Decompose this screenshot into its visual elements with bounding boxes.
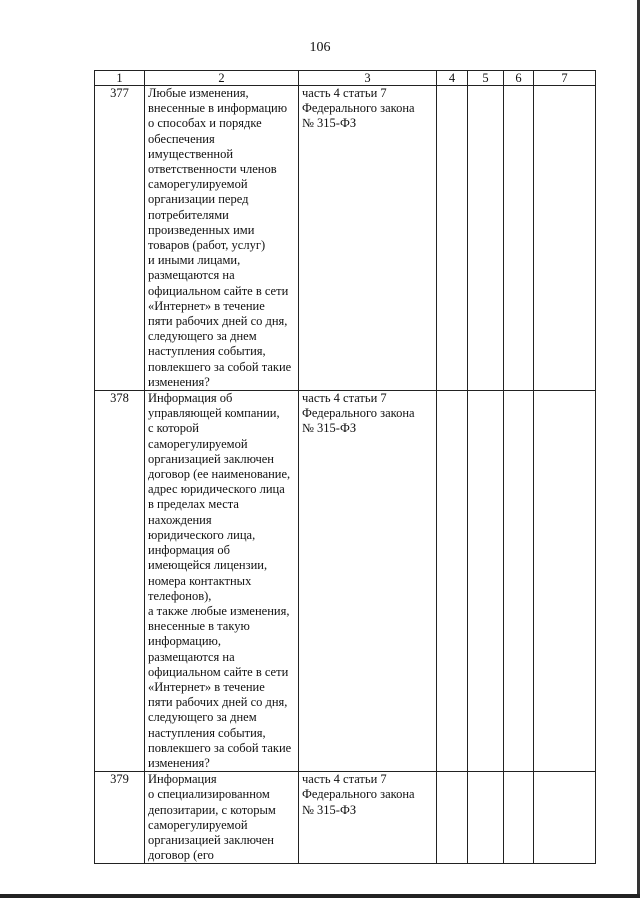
answer-yes-cell bbox=[437, 86, 468, 391]
answer-yes-cell bbox=[437, 391, 468, 772]
question-line: саморегулируемой bbox=[148, 177, 248, 192]
row-number: 378 bbox=[95, 391, 145, 772]
question-line: произведенных ими bbox=[148, 222, 255, 237]
legal-reference-line: № 315-ФЗ bbox=[302, 421, 357, 436]
question-line: телефонов), bbox=[148, 588, 212, 603]
question-line: ответственности членов bbox=[148, 162, 277, 177]
question-line: пяти рабочих дней со дня, bbox=[148, 314, 288, 329]
legal-reference-line: Федерального закона bbox=[302, 787, 415, 802]
question-line: следующего за днем bbox=[148, 710, 257, 725]
question-line: с которой bbox=[148, 421, 199, 436]
not-applicable-cell bbox=[504, 86, 534, 391]
question-line: повлекшего за собой такие bbox=[148, 740, 292, 755]
question-line: информацию, bbox=[148, 634, 222, 649]
question-line: наступления события, bbox=[148, 344, 266, 359]
question-cell bbox=[145, 772, 299, 864]
header-col-6: 6 bbox=[504, 71, 534, 86]
header-col-2: 2 bbox=[145, 71, 299, 86]
question-line: обеспечения bbox=[148, 131, 215, 146]
legal-reference-cell bbox=[299, 391, 437, 772]
question-line: договор (ее наименование, bbox=[148, 467, 291, 482]
question-line: о специализированном bbox=[148, 787, 270, 802]
question-line: размещаются на bbox=[148, 649, 235, 664]
question-line: саморегулируемой bbox=[148, 436, 248, 451]
legal-reference-line: № 315-ФЗ bbox=[302, 116, 357, 131]
comment-cell bbox=[534, 772, 596, 864]
page-number: 106 bbox=[309, 40, 331, 55]
header-row bbox=[95, 71, 596, 86]
answer-no-cell bbox=[468, 772, 504, 864]
question-line: о способах и порядке bbox=[148, 116, 262, 131]
row-number: 379 bbox=[95, 772, 145, 864]
question-line: саморегулируемой bbox=[148, 817, 248, 832]
question-line: имущественной bbox=[148, 146, 234, 161]
question-line: управляющей компании, bbox=[148, 406, 280, 421]
question-line: следующего за днем bbox=[148, 329, 257, 344]
question-line: внесенные в информацию bbox=[148, 101, 288, 116]
header-col-1: 1 bbox=[95, 71, 145, 86]
answer-yes-cell bbox=[437, 772, 468, 864]
question-line: юридического лица, bbox=[148, 527, 256, 542]
header-col-7: 7 bbox=[534, 71, 596, 86]
question-line: договор (его bbox=[148, 848, 214, 863]
question-line: внесенные в такую bbox=[148, 619, 250, 634]
question-line: Информация bbox=[148, 772, 217, 787]
question-cell bbox=[145, 391, 299, 772]
question-line: организацией заключен bbox=[148, 832, 274, 847]
question-line: изменения? bbox=[148, 755, 210, 770]
question-line: наступления события, bbox=[148, 725, 266, 740]
question-line: адрес юридического лица bbox=[148, 482, 285, 497]
table-row bbox=[95, 86, 596, 391]
question-line: Информация об bbox=[148, 391, 233, 406]
table-row bbox=[95, 391, 596, 772]
question-line: имеющейся лицензии, bbox=[148, 558, 268, 573]
question-line: товаров (работ, услуг) bbox=[148, 238, 266, 253]
question-line: «Интернет» в течение bbox=[148, 679, 265, 694]
legal-reference-line: часть 4 статьи 7 bbox=[302, 86, 387, 100]
row-number: 377 bbox=[95, 86, 145, 391]
question-line: организацией заключен bbox=[148, 451, 274, 466]
question-line: а также любые изменения, bbox=[148, 603, 290, 618]
answer-no-cell bbox=[468, 86, 504, 391]
comment-cell bbox=[534, 86, 596, 391]
scan-bottom-edge bbox=[0, 894, 640, 898]
not-applicable-cell bbox=[504, 391, 534, 772]
not-applicable-cell bbox=[504, 772, 534, 864]
legal-reference-line: Федерального закона bbox=[302, 406, 415, 421]
question-line: изменения? bbox=[148, 374, 210, 389]
question-line: информация об bbox=[148, 543, 231, 558]
header-col-5: 5 bbox=[468, 71, 504, 86]
question-line: официальном сайте в сети bbox=[148, 283, 289, 298]
question-line: в пределах места bbox=[148, 497, 239, 512]
question-line: потребителями bbox=[148, 207, 229, 222]
requirements-table bbox=[94, 70, 596, 864]
question-line: и иными лицами, bbox=[148, 253, 241, 268]
question-line: пяти рабочих дней со дня, bbox=[148, 695, 288, 710]
legal-reference-cell bbox=[299, 86, 437, 391]
question-line: депозитарии, с которым bbox=[148, 802, 276, 817]
legal-reference-line: часть 4 статьи 7 bbox=[302, 391, 387, 406]
legal-reference-cell bbox=[299, 772, 437, 864]
header-col-4: 4 bbox=[437, 71, 468, 86]
header-col-3: 3 bbox=[299, 71, 437, 86]
legal-reference-line: часть 4 статьи 7 bbox=[302, 772, 387, 787]
question-line: размещаются на bbox=[148, 268, 235, 283]
question-line: «Интернет» в течение bbox=[148, 298, 265, 313]
answer-no-cell bbox=[468, 391, 504, 772]
table-row bbox=[95, 772, 596, 864]
question-cell bbox=[145, 86, 299, 391]
legal-reference-line: № 315-ФЗ bbox=[302, 802, 357, 817]
question-line: нахождения bbox=[148, 512, 212, 527]
comment-cell bbox=[534, 391, 596, 772]
question-line: Любые изменения, bbox=[148, 86, 249, 100]
question-line: номера контактных bbox=[148, 573, 252, 588]
question-line: организации перед bbox=[148, 192, 249, 207]
question-line: повлекшего за собой такие bbox=[148, 359, 292, 374]
legal-reference-line: Федерального закона bbox=[302, 101, 415, 116]
question-line: официальном сайте в сети bbox=[148, 664, 289, 679]
